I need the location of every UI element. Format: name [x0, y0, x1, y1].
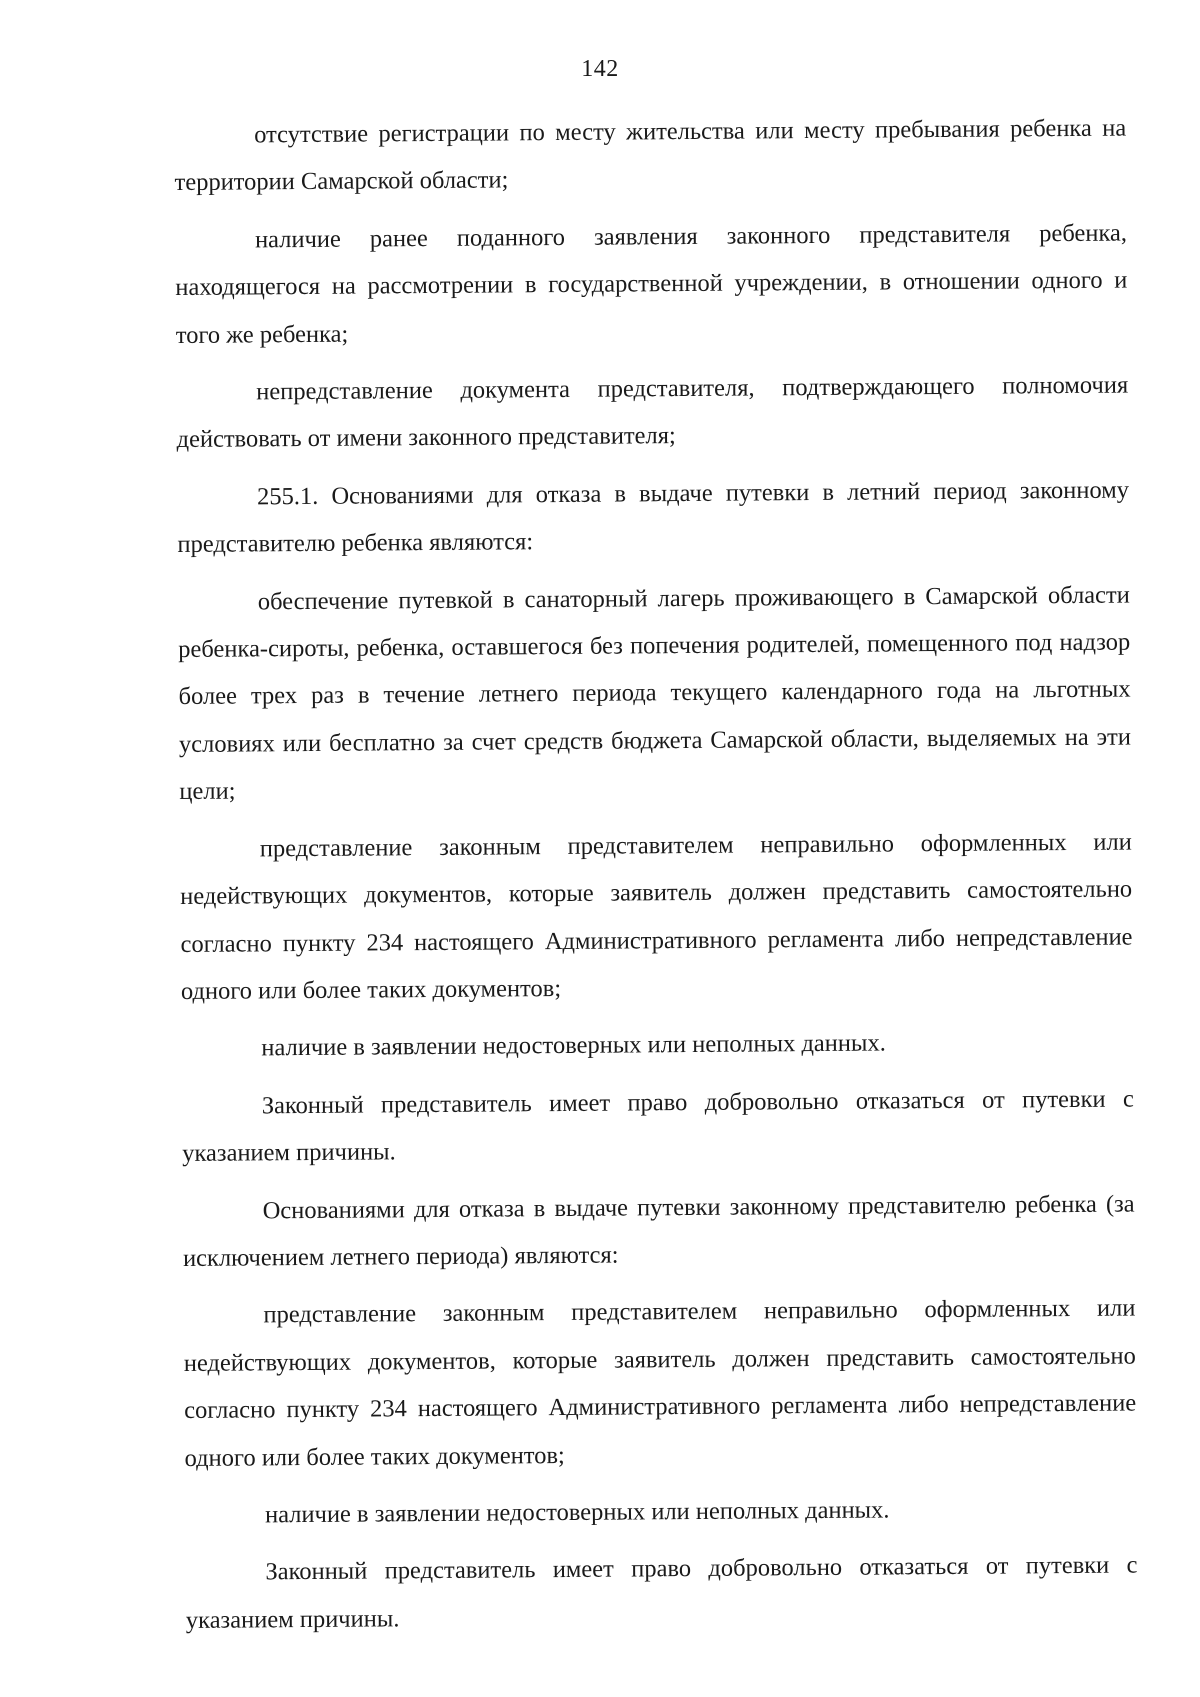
- paragraph-inaccurate-data-2: наличие в заявлении недостоверных или неполных данных.: [264, 1496, 890, 1529]
- paragraph-orphan-provision: обеспечение путевкой в санаторный лагерь проживающего в Самарской области ребенка-сироты, ребенка, оставшегося без попечения родителей, помещенного под надзор более трех раз в течение летнего периода текущего календарного года на льготных условиях или бесплатно за счет средств бюджета Самарской области, выделяемых на эти цели;: [178, 581, 1132, 806]
- paragraph-section-255-1: 255.1. Основаниями для отказа в выдаче путевки в летний период законному представителю ребенка являются:: [177, 476, 1130, 559]
- paragraph-pending-application: наличие ранее поданного заявления законного представителя ребенка, находящегося на рассмотрении в государственной учреждении, в отношении одного и того же ребенка;: [175, 219, 1128, 349]
- document-body: [174, 105, 1138, 1655]
- paragraph-invalid-documents: представление законным представителем неправильно оформленных или недействующих документов, которые заявитель должен представить самостоятельно согласно пункту 234 настоящего Административного регламента либо непредставление одного или более таких документов;: [180, 828, 1133, 1005]
- paragraph-voluntary-refusal-2: Законный представитель имеет право добровольно отказаться от путевки с указанием причины.: [185, 1551, 1138, 1634]
- paragraph-no-representative-document: непредставление документа представителя, подтверждающего полномочия действовать от имени законного представителя;: [176, 371, 1129, 454]
- paragraph-no-registration: отсутствие регистрации по месту жительства или месту пребывания ребенка на территории Самарской области;: [174, 114, 1127, 197]
- paragraph-voluntary-refusal: Законный представитель имеет право добровольно отказаться от путевки с указанием причины.: [182, 1085, 1134, 1168]
- paragraph-non-summer-grounds: Основаниями для отказа в выдаче путевки законному представителю ребенка (за исключением летнего периода) являются:: [182, 1190, 1135, 1272]
- paragraph-inaccurate-data: наличие в заявлении недостоверных или неполных данных.: [261, 1029, 886, 1062]
- paragraph-invalid-documents-2: представление законным представителем неправильно оформленных или недействующих документов, которые заявитель должен представить самостоятельно согласно пункту 234 настоящего Административного регламента либо непредставление одного или более таких документов;: [183, 1294, 1137, 1472]
- page-number: 142: [581, 56, 619, 82]
